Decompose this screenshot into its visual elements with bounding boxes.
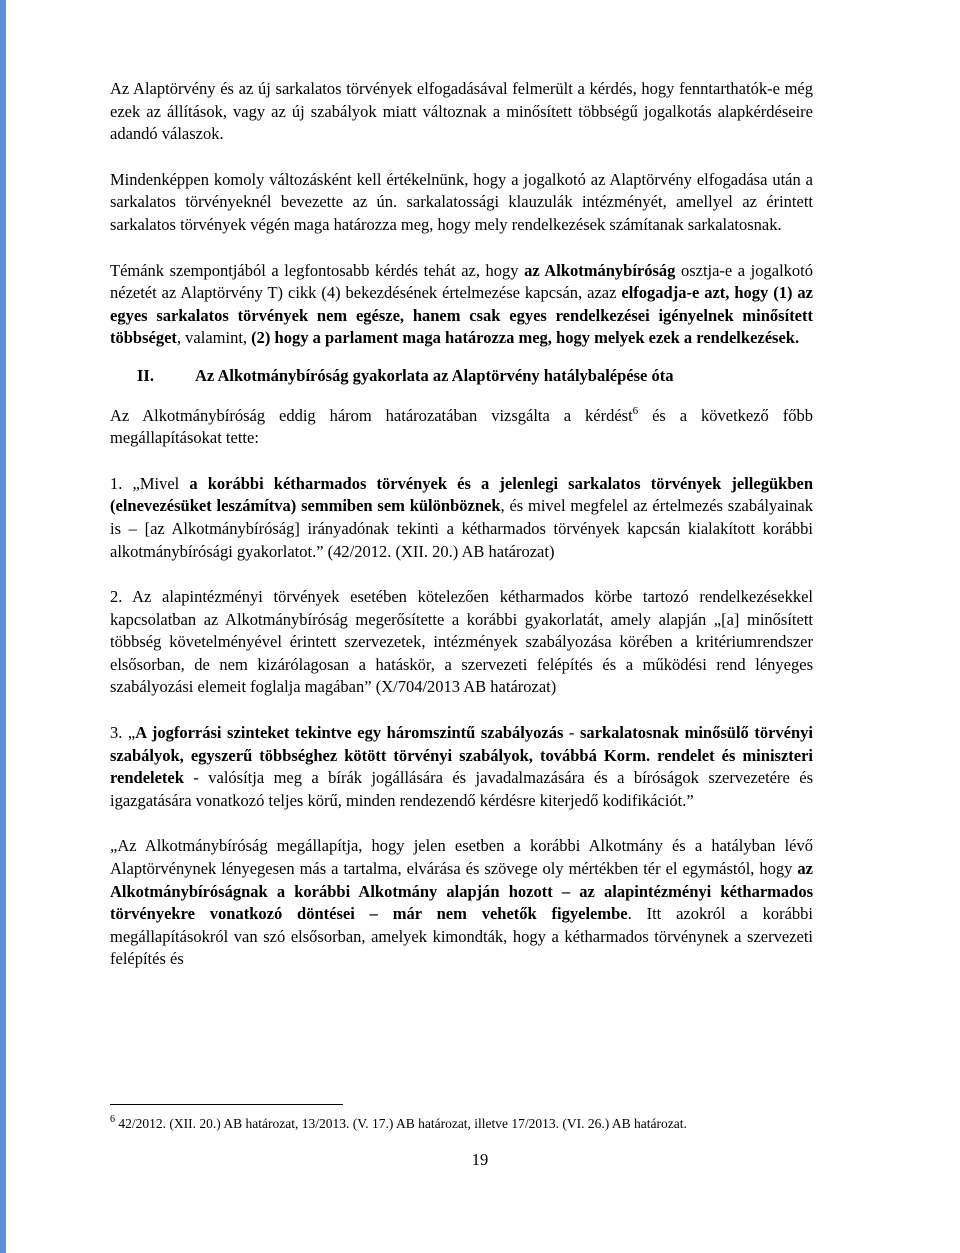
bold-run: sarkalatosnak minősülő törvényi szabályok, egyszerű többséghez kötött törvényi szabályok, továbbá Korm. rendelet és miniszteri rendeletek	[110, 723, 813, 788]
footnote-mark: 6	[110, 1114, 115, 1125]
bold-run: az Alkotmánybíróság	[524, 260, 676, 280]
footnote-separator	[110, 1104, 343, 1105]
text-run: , valamint,	[176, 328, 252, 348]
paragraph-2: Mindenképpen komoly változásként kell értékelnünk, hogy a jogalkotó az Alaptörvény elfogadása után a sarkalatos törvényeknél bevezette az ún. sarkalatossági klauzulák intézményét, amellyel az érintett sarkalatos törvények végén maga határozza meg, hogy mely rendelkezések számítanak sarkalatosnak.	[110, 169, 813, 234]
bold-run: a korábbi kétharmados törvények és a jelenlegi sarkalatos törvények jellegükben (elnevezésüket leszámítva) semmiben sem különböznek	[110, 473, 813, 516]
text-run: Az Alkotmánybíróság eddig három határozatában vizsgálta a kérdést	[110, 405, 633, 425]
section-number: II.	[137, 365, 154, 385]
text-run: Témánk szempontjából a legfontosabb kérdés tehát az, hogy	[110, 260, 525, 280]
page-number: 19	[471, 1150, 489, 1169]
text-run: - valósítja meg a bírák jogállására és javadalmazására és a bíróságok szervezetére és igazgatására vonatkozó teljes körű, minden rendezendő kérdésre kiterjedő kodifikációt.”	[110, 768, 813, 810]
footnote-text: 42/2012. (XII. 20.) AB határozat, 13/2013. (V. 17.) AB határozat, illetve 17/2013. (VI. 26.) AB határozat.	[115, 1116, 687, 1131]
footnote	[110, 1115, 830, 1133]
text-run: -	[563, 723, 580, 743]
document-body	[110, 78, 813, 971]
text-run: , és mivel megfelel az értelmezés szabályainak is – [az Alkotmánybíróság] irányadónak tekinti a kétharmados törvények kapcsán kialakított korábbi alkotmánybírósági gyakorlatot.” (42/2012. (XII. 20.) AB határozat)	[110, 496, 813, 561]
text-run: „Az Alkotmánybíróság megállapítja, hogy jelen esetben a korábbi Alkotmány és a hatályban lévő Alaptörvénynek lényegesen más a tartalma, elvárása és szövege oly mértékben tér el egymástól, hogy	[110, 836, 813, 879]
paragraph-1: Az Alaptörvény és az új sarkalatos törvények elfogadásával felmerült a kérdés, hogy fenntarthatók-e még ezek az állítások, vagy az új szabályok miatt változnak a minősített többségű jogalkotás alapkérdéseire adandó válaszok.	[110, 79, 813, 144]
text-run: és a következő főbb megállapításokat tette:	[110, 405, 813, 448]
text-run: 1. „Mivel	[110, 473, 190, 493]
list-item-1	[110, 473, 813, 563]
paragraph-4	[110, 405, 813, 450]
page-frame-border	[0, 0, 6, 1253]
bold-run: az Alkotmánybíróságnak a korábbi Alkotmány alapján hozott – az alapintézményi kétharmados törvényekre vonatkozó döntései – már nem vehetők figyelembe	[110, 859, 813, 924]
paragraph-3	[110, 260, 813, 350]
text-run: osztja-e a jogalkotó nézetét az Alaptörvény T) cikk (4) bekezdésének értelmezése kapcsán, azaz	[110, 260, 813, 303]
text-run: . Itt azokról a korábbi megállapításokról van szó elsősorban, amelyek kimondták, hogy a kétharmados törvénynek a szervezeti felépítés és	[110, 904, 813, 969]
list-item-3	[110, 722, 813, 812]
paragraph-5	[110, 835, 813, 971]
bold-run: elfogadja-e azt, hogy (1) az egyes sarkalatos törvények nem egésze, hanem csak egyes rendelkezései igényelnek minősített többséget	[110, 283, 813, 348]
section-title: Az Alkotmánybíróság gyakorlata az Alaptörvény hatálybalépése óta	[195, 365, 674, 385]
footnote-reference[interactable]: 6	[632, 404, 639, 417]
bold-run: (2) hogy a parlament maga határozza meg, hogy melyek ezek a rendelkezések.	[251, 328, 800, 348]
bold-run: A jogforrási szinteket tekintve egy háromszintű szabályozás	[135, 723, 564, 743]
section-heading	[110, 365, 813, 388]
text-run: 3. „	[110, 723, 136, 743]
list-item-2: 2. Az alapintézményi törvények esetében kötelezően kétharmados körbe tartozó rendelkezésekkel kapcsolatban az Alkotmánybíróság megerősítette a korábbi gyakorlatát, amely alapján „[a] minősített többség követelményével érintett szervezetek, intézmények szabályozása körében a kritériumrendszer elsősorban, de nem kizárólagosan a hatáskör, a szervezeti felépítés és a működési rend lényeges szabályozási elemeit foglalja magában” (X/704/2013 AB határozat)	[110, 587, 813, 697]
